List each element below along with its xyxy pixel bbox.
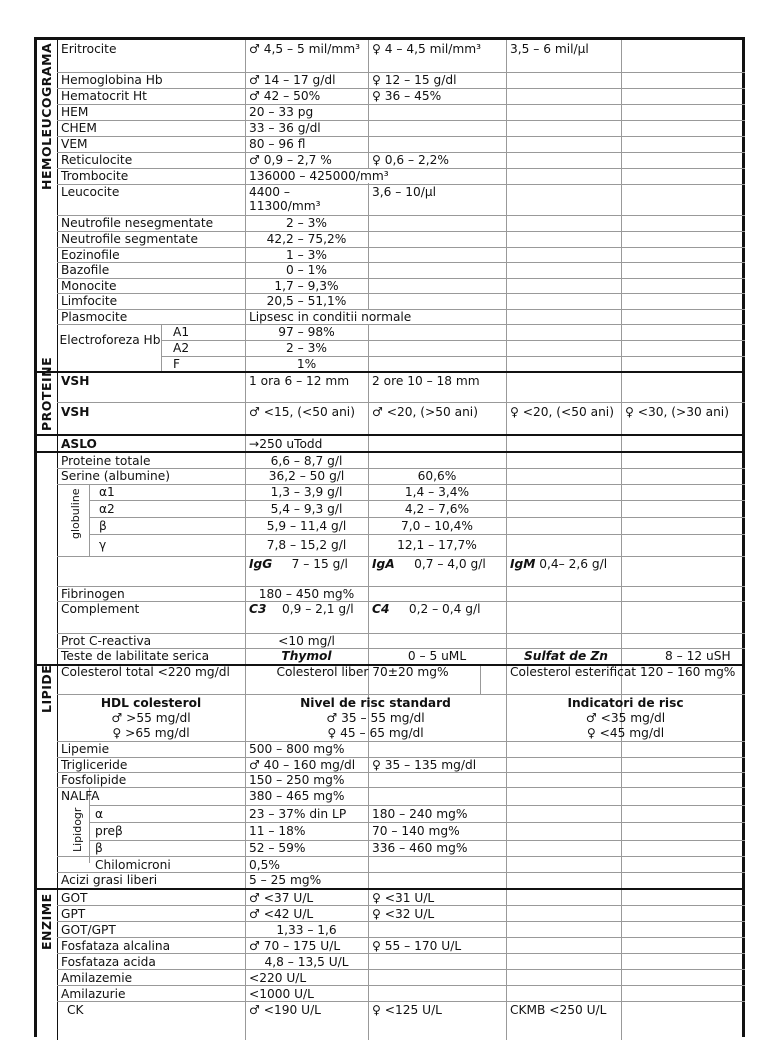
value-male: ♂ <15, (<50 ani): [249, 405, 355, 419]
reference-values-table: [34, 37, 745, 1037]
value-alt: 3,6 – 10/µl: [372, 185, 436, 199]
section-lipide: LIPIDE: [39, 664, 54, 713]
immunoglobulin-igg: IgG 7 – 15 g/l: [249, 557, 348, 571]
row-label: Fosfataza acida: [61, 955, 156, 969]
value-female: ♀ 35 – 135 mg/dl: [372, 758, 477, 772]
value: 42,2 – 75,2%: [266, 232, 347, 246]
row-label: Amilazurie: [61, 987, 126, 1001]
row-label: α1: [99, 485, 115, 499]
value-female-alt: ♀ <30, (>30 ani): [625, 405, 729, 419]
value-male-alt: ♂ <20, (>50 ani): [372, 405, 478, 419]
value: 20 – 33 pg: [249, 105, 314, 119]
value: 0 – 1%: [286, 263, 327, 277]
row-label: GOT/GPT: [61, 923, 116, 937]
value-alt: 70 – 140 mg%: [372, 824, 460, 838]
value: 23 – 37% din LP: [249, 807, 347, 821]
value: 97 – 98%: [278, 325, 335, 339]
value: 1%: [296, 357, 317, 371]
row-label: β: [99, 519, 107, 533]
row-label: Leucocite: [61, 185, 120, 199]
section-enzime: ENZIME: [39, 893, 54, 950]
row-label: Complement: [61, 602, 140, 616]
zinc-sulfate-label: Sulfat de Zn: [524, 649, 608, 663]
risk-indicators-female: ♀ <45 mg/dl: [586, 726, 665, 740]
value: <10 mg/l: [278, 634, 335, 648]
risk-indicators-title: Indicatori de risc: [567, 696, 684, 710]
value-alt: 180 – 240 mg%: [372, 807, 468, 821]
row-label: Trigliceride: [61, 758, 128, 772]
value: 180 – 450 mg%: [258, 587, 355, 601]
row-label: Neutrofile segmentate: [61, 232, 198, 246]
value: 36,2 – 50 g/l: [268, 469, 345, 483]
immunoglobulin-iga: IgA 0,7 – 4,0 g/l: [372, 557, 486, 571]
value-male: ♂ <37 U/L: [249, 891, 314, 905]
hdl-title: HDL colesterol: [100, 696, 202, 710]
value: 500 – 800 mg%: [249, 742, 345, 756]
value-female: ♀ 0,6 – 2,2%: [372, 153, 449, 167]
row-label: Hemoglobina Hb: [61, 73, 163, 87]
row-label: γ: [99, 538, 107, 552]
row-label: Prot C-reactiva: [61, 634, 152, 648]
value-percent: 1,4 – 3,4%: [404, 485, 470, 499]
value: 6,6 – 8,7 g/l: [270, 454, 343, 468]
value: <1000 U/L: [249, 987, 314, 1001]
sub-label: A1: [173, 325, 190, 339]
value-female: ♀ <125 U/L: [372, 1003, 442, 1017]
row-label: Bazofile: [61, 263, 110, 277]
row-label: Teste de labilitate serica: [61, 649, 210, 663]
value: 380 – 465 mg%: [249, 789, 345, 803]
row-label: Amilazemie: [61, 971, 133, 985]
value-female: ♀ 36 – 45%: [372, 89, 442, 103]
value: →250 uTodd: [249, 437, 323, 451]
row-label: VSH: [61, 374, 90, 388]
value-female: ♀ <20, (<50 ani): [510, 405, 614, 419]
row-label: VEM: [61, 137, 88, 151]
complement-c3: C3 0,9 – 2,1 g/l: [249, 602, 354, 616]
value: 80 – 96 fl: [249, 137, 306, 151]
value-percent: 60,6%: [417, 469, 457, 483]
value-female: ♀ <32 U/L: [372, 907, 435, 921]
value-female: ♀ <31 U/L: [372, 891, 435, 905]
row-label: Fosfataza alcalina: [61, 939, 171, 953]
globuline-label: globuline: [69, 488, 82, 539]
value: 2 – 3%: [286, 216, 327, 230]
row-label: Serine (albumine): [61, 469, 171, 483]
value: <220 U/L: [249, 971, 307, 985]
value: 1 ora 6 – 12 mm: [249, 374, 350, 388]
row-label: Fibrinogen: [61, 587, 125, 601]
value: 1,7 – 9,3%: [274, 279, 339, 293]
risk-standard-male: ♂ 35 – 55 mg/dl: [326, 711, 425, 725]
row-label: VSH: [61, 405, 90, 419]
value: 4400 – 11300/mm³: [249, 185, 321, 213]
value-male: ♂ 0,9 – 2,7 %: [249, 153, 332, 167]
value: 11 – 18%: [249, 824, 306, 838]
row-label: Plasmocite: [61, 310, 128, 324]
row-label: Reticulocite: [61, 153, 133, 167]
value: 1 – 3%: [286, 248, 327, 262]
risk-standard-title: Nivel de risc standard: [300, 696, 451, 710]
sub-label: F: [173, 357, 181, 371]
row-label: α: [95, 807, 104, 821]
immunoglobulin-igm: IgM 0,4– 2,6 g/l: [510, 557, 608, 571]
row-label: Fosfolipide: [61, 773, 127, 787]
value: 1,33 – 1,6: [276, 923, 337, 937]
section-hemoleucograma: HEMOLEUCOGRAMA: [39, 42, 54, 190]
row-label: Limfocite: [61, 294, 118, 308]
risk-indicators-male: ♂ <35 mg/dl: [585, 711, 666, 725]
value-percent: 4,2 – 7,6%: [404, 502, 470, 516]
value-other: CKMB <250 U/L: [510, 1003, 607, 1017]
value: 20,5 – 51,1%: [266, 294, 347, 308]
value: 5,4 – 9,3 g/l: [270, 502, 343, 516]
value: 7,8 – 15,2 g/l: [266, 538, 347, 552]
thymol-label: Thymol: [281, 649, 332, 663]
row-label: Acizi grasi liberi: [61, 873, 158, 887]
row-label: CHEM: [61, 121, 97, 135]
row-label: CK: [67, 1003, 84, 1017]
row-label: Neutrofile nesegmentate: [61, 216, 214, 230]
row-label: preβ: [95, 824, 123, 838]
row-label: NALFA: [61, 789, 100, 803]
value-male: ♂ <190 U/L: [249, 1003, 321, 1017]
value: 5 – 25 mg%: [249, 873, 322, 887]
value-percent: 12,1 – 17,7%: [397, 538, 477, 552]
value: 2 – 3%: [286, 341, 327, 355]
row-label: HEM: [61, 105, 89, 119]
value: 2 ore 10 – 18 mm: [372, 374, 480, 388]
cholesterol-esterified: Colesterol esterificat 120 – 160 mg%: [510, 665, 736, 679]
row-label: GPT: [61, 907, 86, 921]
value-percent: 7,0 – 10,4%: [401, 519, 473, 533]
value-male: ♂ <42 U/L: [249, 907, 314, 921]
value: 5,9 – 11,4 g/l: [266, 519, 347, 533]
row-label: Hematocrit Ht: [61, 89, 147, 103]
complement-c4: C4 0,2 – 0,4 g/l: [372, 602, 481, 616]
value: 33 – 36 g/dl: [249, 121, 321, 135]
hdl-female: ♀ >65 mg/dl: [112, 726, 190, 740]
row-label: GOT: [61, 891, 88, 905]
risk-standard-female: ♀ 45 – 65 mg/dl: [327, 726, 424, 740]
value-male: ♂ 4,5 – 5 mil/mm³: [249, 42, 361, 56]
value-alt: 336 – 460 mg%: [372, 841, 468, 855]
value-male: ♂ 40 – 160 mg/dl: [249, 758, 356, 772]
row-label: β: [95, 841, 103, 855]
row-label: ASLO: [61, 437, 97, 451]
lipidograma-label: Lipidogr: [71, 807, 84, 852]
value-male: ♂ 14 – 17 g/dl: [249, 73, 336, 87]
value: 136000 – 425000/mm³: [249, 169, 389, 183]
value: 52 – 59%: [249, 841, 306, 855]
value: 1,3 – 3,9 g/l: [270, 485, 343, 499]
value: 4,8 – 13,5 U/L: [264, 955, 349, 969]
value: 0 – 5 uML: [407, 649, 467, 663]
value-female: ♀ 12 – 15 g/dl: [372, 73, 457, 87]
value: 0,5%: [249, 858, 280, 872]
value: 8 – 12 uSH: [665, 649, 731, 663]
cholesterol-total: Colesterol total <220 mg/dl: [61, 665, 230, 679]
row-label: α2: [99, 502, 115, 516]
row-label: Eritrocite: [61, 42, 117, 56]
sub-label: A2: [173, 341, 190, 355]
value-female: ♀ 4 – 4,5 mil/mm³: [372, 42, 482, 56]
value-other: 3,5 – 6 mil/µl: [510, 42, 589, 56]
row-label: Lipemie: [61, 742, 110, 756]
value: 150 – 250 mg%: [249, 773, 345, 787]
value-male: ♂ 42 – 50%: [249, 89, 321, 103]
cholesterol-free: Colesterol liber 70±20 mg%: [276, 665, 449, 679]
section-proteine: PROTEINE: [39, 356, 54, 431]
value: Lipsesc in conditii normale: [249, 310, 412, 324]
value-female: ♀ 55 – 170 U/L: [372, 939, 462, 953]
row-label: Electroforeza Hb: [59, 333, 161, 347]
row-label: Eozinofile: [61, 248, 120, 262]
hdl-male: ♂ >55 mg/dl: [111, 711, 191, 725]
row-label: Chilomicroni: [95, 858, 171, 872]
row-label: Trombocite: [61, 169, 129, 183]
row-label: Monocite: [61, 279, 117, 293]
row-label: Proteine totale: [61, 454, 151, 468]
value-male: ♂ 70 – 175 U/L: [249, 939, 341, 953]
